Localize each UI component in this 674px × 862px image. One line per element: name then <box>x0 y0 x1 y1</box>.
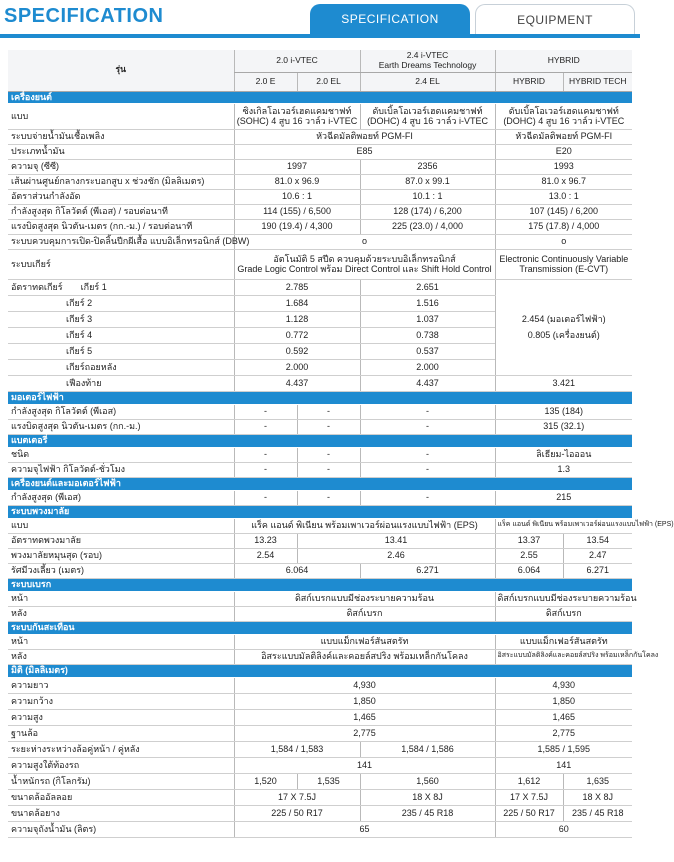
table-cell: - <box>234 404 297 419</box>
table-cell: E85 <box>234 144 495 159</box>
table-cell: 1,560 <box>360 773 495 789</box>
table-cell: ดิสก์เบรก <box>234 606 495 621</box>
table-cell: เกียร์ 4 <box>8 327 234 343</box>
table-cell: 175 (17.8) / 4,000 <box>495 219 632 234</box>
table-cell: ดิสก์เบรก <box>495 606 632 621</box>
table-cell: 114 (155) / 6,500 <box>234 204 360 219</box>
table-cell: 17 X 7.5J <box>234 789 360 805</box>
table-cell: 1,585 / 1,595 <box>495 741 632 757</box>
model-hybrid-tech: HYBRID TECH <box>563 72 632 91</box>
table-cell: แบบ <box>8 103 234 129</box>
table-cell: 1.516 <box>360 295 495 311</box>
table-cell: 1.684 <box>234 295 360 311</box>
table-cell: - <box>297 447 360 462</box>
table-cell: 2.46 <box>297 548 495 563</box>
table-cell: - <box>297 404 360 419</box>
section-motor <box>8 391 632 404</box>
table-cell: - <box>234 462 297 477</box>
table-cell: ระบบกันสะเทือน <box>8 621 632 634</box>
section-steering <box>8 505 632 518</box>
table-cell: หลัง <box>8 649 234 664</box>
table-cell: - <box>234 447 297 462</box>
table-cell: 235 / 45 R18 <box>360 805 495 821</box>
table-cell: 2.000 <box>360 359 495 375</box>
table-cell: 215 <box>495 490 632 505</box>
table-cell: หน้า <box>8 634 234 649</box>
table-cell: เกียร์ 3 <box>8 311 234 327</box>
page-title: SPECIFICATION <box>4 5 164 27</box>
table-cell: มอเตอร์ไฟฟ้า <box>8 391 632 404</box>
table-cell: 1997 <box>234 159 360 174</box>
table-cell: น้ำหนักรถ (กิโลกรัม) <box>8 773 234 789</box>
table-cell: ลิเธียม-ไอออน <box>495 447 632 462</box>
table-cell: หัวฉีดมัลติพอยท์ PGM-FI <box>234 129 495 144</box>
table-header-row-groups <box>8 50 632 72</box>
section-brakes <box>8 578 632 591</box>
table-cell: 13.23 <box>234 533 297 548</box>
table-cell: 2,775 <box>495 725 632 741</box>
table-cell: 6.271 <box>360 563 495 578</box>
table-cell: ดับเบิ้ลโอเวอร์เฮดแคมชาฟท์ (DOHC) 4 สูบ 16 วาล์ว i-VTEC <box>360 103 495 129</box>
table-cell: 18 X 8J <box>360 789 495 805</box>
model-20e: 2.0 E <box>234 72 297 91</box>
table-cell: กำลังสูงสุด (พีเอส) <box>8 490 234 505</box>
table-cell: หลัง <box>8 606 234 621</box>
table-cell: 2,775 <box>234 725 495 741</box>
table-cell: อัตโนมัติ 5 สปีด ควบคุมด้วยระบบอิเล็กทรอนิกส์ Grade Logic Control พร้อม Direct Control และ Shift Hold Control <box>234 249 495 279</box>
table-cell: 1,584 / 1,586 <box>360 741 495 757</box>
table-cell: แบบแม็กเฟอร์สันสตรัท <box>234 634 495 649</box>
table-cell: 13.37 <box>495 533 563 548</box>
table-cell: 1.128 <box>234 311 360 327</box>
table-cell: 65 <box>234 821 495 837</box>
table-cell: มิติ (มิลลิเมตร) <box>8 664 632 677</box>
table-cell: ระยะห่างระหว่างล้อคู่หน้า / คู่หลัง <box>8 741 234 757</box>
table-cell: อัตราทดเกียร์ เกียร์ 1 <box>8 279 234 295</box>
table-row <box>8 219 632 234</box>
table-cell: เกียร์ 5 <box>8 343 234 359</box>
table-cell: แบตเตอรี่ <box>8 434 632 447</box>
table-row <box>8 709 632 725</box>
table-cell: เครื่องยนต์และมอเตอร์ไฟฟ้า <box>8 477 632 490</box>
table-row <box>8 548 632 563</box>
table-cell: - <box>360 490 495 505</box>
section-engine <box>8 91 632 103</box>
table-cell: ความยาว <box>8 677 234 693</box>
table-row <box>8 129 632 144</box>
table-cell: 1,635 <box>563 773 632 789</box>
table-cell: 107 (145) / 6,200 <box>495 204 632 219</box>
table-row <box>8 144 632 159</box>
table-cell: แรงบิดสูงสุด นิวตัน-เมตร (กก.-ม.) <box>8 419 234 434</box>
table-cell: แบบแม็กเฟอร์สันสตรัท <box>495 634 632 649</box>
table-cell: 1.037 <box>360 311 495 327</box>
table-cell: o <box>234 234 495 249</box>
table-cell: ระบบจ่ายน้ำมันเชื้อเพลิง <box>8 129 234 144</box>
header-divider <box>0 34 640 38</box>
table-cell: 1,520 <box>234 773 297 789</box>
table-cell: ดิสก์เบรกแบบมีช่องระบายความร้อน <box>234 591 495 606</box>
table-cell: ความจุไฟฟ้า กิโลวัตต์-ชั่วโมง <box>8 462 234 477</box>
table-row <box>8 634 632 649</box>
table-cell: - <box>234 490 297 505</box>
table-cell: 4,930 <box>495 677 632 693</box>
page-header <box>0 0 640 48</box>
table-cell: ระบบเบรก <box>8 578 632 591</box>
table-cell: 1,584 / 1,583 <box>234 741 360 757</box>
table-cell: 87.0 x 99.1 <box>360 174 495 189</box>
table-cell: 2.47 <box>563 548 632 563</box>
table-cell: ความจุ (ซีซี) <box>8 159 234 174</box>
table-cell: 1,612 <box>495 773 563 789</box>
table-cell: แร็ค แอนด์ พิเนียน พร้อมเพาเวอร์ผ่อนแรงแบบไฟฟ้า (EPS) <box>495 518 632 533</box>
table-cell: 2.000 <box>234 359 360 375</box>
table-cell: 13.41 <box>297 533 495 548</box>
table-row <box>8 677 632 693</box>
table-cell: - <box>234 419 297 434</box>
table-cell: - <box>360 404 495 419</box>
table-cell: 0.592 <box>234 343 360 359</box>
table-cell: - <box>360 447 495 462</box>
table-cell: 13.0 : 1 <box>495 189 632 204</box>
table-cell: เกียร์ 2 <box>8 295 234 311</box>
table-cell: 141 <box>495 757 632 773</box>
table-cell: ระบบควบคุมการเปิด-ปิดลิ้นปีกผีเสื้อ แบบอิเล็กทรอนิกส์ (DBW) <box>8 234 234 249</box>
table-cell: 315 (32.1) <box>495 419 632 434</box>
table-cell: รัศมีวงเลี้ยว (เมตร) <box>8 563 234 578</box>
table-cell: 0.772 <box>234 327 360 343</box>
section-battery <box>8 434 632 447</box>
table-cell: 17 X 7.5J <box>495 789 563 805</box>
table-cell: Electronic Continuously Variable Transmission (E-CVT) <box>495 249 632 279</box>
tab-equipment[interactable]: EQUIPMENT <box>475 4 635 34</box>
table-row <box>8 234 632 249</box>
table-cell: เครื่องยนต์ <box>8 91 632 103</box>
table-row <box>8 725 632 741</box>
table-cell: เส้นผ่านศูนย์กลางกระบอกสูบ x ช่วงชัก (มิลลิเมตร) <box>8 174 234 189</box>
table-cell: 4.437 <box>234 375 360 391</box>
table-cell: กำลังสูงสุด กิโลวัตต์ (พีเอส) / รอบต่อนาที <box>8 204 234 219</box>
table-cell: 128 (174) / 6,200 <box>360 204 495 219</box>
table-cell: เฟืองท้าย <box>8 375 234 391</box>
table-cell: 225 / 50 R17 <box>495 805 563 821</box>
model-20el: 2.0 EL <box>297 72 360 91</box>
table-cell: 3.421 <box>495 375 632 391</box>
table-cell: - <box>297 490 360 505</box>
table-cell: E20 <box>495 144 632 159</box>
table-cell: 81.0 x 96.7 <box>495 174 632 189</box>
table-cell: อิสระแบบมัลติลิงค์และคอยล์สปริง พร้อมเหล็กกันโคลง <box>495 649 632 664</box>
table-row <box>8 757 632 773</box>
table-row <box>8 533 632 548</box>
table-cell: ชนิด <box>8 447 234 462</box>
table-cell: 2.55 <box>495 548 563 563</box>
table-cell: ประเภทน้ำมัน <box>8 144 234 159</box>
table-row <box>8 591 632 606</box>
table-cell: 2356 <box>360 159 495 174</box>
table-cell: ความกว้าง <box>8 693 234 709</box>
table-row <box>8 773 632 789</box>
table-cell: - <box>360 462 495 477</box>
table-row <box>8 189 632 204</box>
table-cell: 10.6 : 1 <box>234 189 360 204</box>
table-row <box>8 204 632 219</box>
table-cell: 1,850 <box>234 693 495 709</box>
table-cell: 0.738 <box>360 327 495 343</box>
table-row <box>8 462 632 477</box>
table-cell: ความสูงใต้ท้องรถ <box>8 757 234 773</box>
table-row <box>8 693 632 709</box>
table-cell: 2.785 <box>234 279 360 295</box>
model-24el: 2.4 EL <box>360 72 495 91</box>
table-row <box>8 174 632 189</box>
table-cell: 10.1 : 1 <box>360 189 495 204</box>
table-row <box>8 447 632 462</box>
table-cell: 4.437 <box>360 375 495 391</box>
table-cell: พวงมาลัยหมุนสุด (รอบ) <box>8 548 234 563</box>
table-cell: อิสระแบบมัลติลิงค์และคอยล์สปริง พร้อมเหล็กกันโคลง <box>234 649 495 664</box>
table-cell: 1.3 <box>495 462 632 477</box>
table-cell: 135 (184) <box>495 404 632 419</box>
table-row <box>8 279 632 295</box>
table-cell: 2.54 <box>234 548 297 563</box>
table-cell: กำลังสูงสุด กิโลวัตต์ (พีเอส) <box>8 404 234 419</box>
table-cell: หัวฉีดมัลติพอยท์ PGM-FI <box>495 129 632 144</box>
tab-specification[interactable]: SPECIFICATION <box>310 4 470 34</box>
table-row <box>8 805 632 821</box>
table-cell: 225 (23.0) / 4,000 <box>360 219 495 234</box>
table-cell: ขนาดล้อยาง <box>8 805 234 821</box>
table-row <box>8 649 632 664</box>
table-cell: 235 / 45 R18 <box>563 805 632 821</box>
table-cell: 1,465 <box>234 709 495 725</box>
table-row <box>8 103 632 129</box>
table-cell: - <box>297 419 360 434</box>
table-cell: อัตราทดพวงมาลัย <box>8 533 234 548</box>
group-header-hybrid: HYBRID <box>495 50 632 72</box>
table-cell: หน้า <box>8 591 234 606</box>
table-cell: 141 <box>234 757 495 773</box>
table-cell: ฐานล้อ <box>8 725 234 741</box>
table-cell: ดิสก์เบรกแบบมีช่องระบายความร้อน <box>495 591 632 606</box>
table-row <box>8 419 632 434</box>
table-row <box>8 563 632 578</box>
model-header: รุ่น <box>8 50 234 91</box>
table-cell: แบบ <box>8 518 234 533</box>
table-row <box>8 249 632 279</box>
table-cell: ดับเบิ้ลโอเวอร์เฮดแคมชาฟท์ (DOHC) 4 สูบ 16 วาล์ว i-VTEC <box>495 103 632 129</box>
table-cell: 6.064 <box>234 563 360 578</box>
table-cell: แร็ค แอนด์ พิเนียน พร้อมเพาเวอร์ผ่อนแรงแบบไฟฟ้า (EPS) <box>234 518 495 533</box>
table-row <box>8 821 632 837</box>
table-cell: 13.54 <box>563 533 632 548</box>
table-cell: ระบบเกียร์ <box>8 249 234 279</box>
section-suspension <box>8 621 632 634</box>
table-cell: 1,465 <box>495 709 632 725</box>
table-cell: 1,850 <box>495 693 632 709</box>
table-cell: อัตราส่วนกำลังอัด <box>8 189 234 204</box>
table-cell: o <box>495 234 632 249</box>
table-cell: เกียร์ถอยหลัง <box>8 359 234 375</box>
section-engine-motor <box>8 477 632 490</box>
table-cell: - <box>360 419 495 434</box>
group-header-20: 2.0 i-VTEC <box>234 50 360 72</box>
spec-table <box>8 49 674 838</box>
table-row <box>8 375 632 391</box>
table-cell: ความสูง <box>8 709 234 725</box>
table-row <box>8 741 632 757</box>
table-cell: ขนาดล้ออัลลอย <box>8 789 234 805</box>
table-cell: 18 X 8J <box>563 789 632 805</box>
table-row <box>8 789 632 805</box>
table-cell: 1993 <box>495 159 632 174</box>
table-row <box>8 490 632 505</box>
table-cell: 60 <box>495 821 632 837</box>
table-cell: 6.064 <box>495 563 563 578</box>
table-cell: 6.271 <box>563 563 632 578</box>
table-cell: 225 / 50 R17 <box>234 805 360 821</box>
table-cell: 190 (19.4) / 4,300 <box>234 219 360 234</box>
table-row <box>8 606 632 621</box>
table-cell: แรงบิดสูงสุด นิวตัน-เมตร (กก.-ม.) / รอบต่อนาที <box>8 219 234 234</box>
table-row <box>8 404 632 419</box>
table-cell: ระบบพวงมาลัย <box>8 505 632 518</box>
table-cell: 4,930 <box>234 677 495 693</box>
table-cell: 2.651 <box>360 279 495 295</box>
model-hybrid: HYBRID <box>495 72 563 91</box>
hybrid-gear-ratio: 2.454 (มอเตอร์ไฟฟ้า) 0.805 (เครื่องยนต์) <box>495 279 632 375</box>
table-row <box>8 159 632 174</box>
table-cell: ซิงเกิลโอเวอร์เฮดแคมชาฟท์ (SOHC) 4 สูบ 16 วาล์ว i-VTEC <box>234 103 360 129</box>
table-cell: - <box>297 462 360 477</box>
group-header-24: 2.4 i-VTEC Earth Dreams Technology <box>360 50 495 72</box>
table-cell: 81.0 x 96.9 <box>234 174 360 189</box>
table-cell: ความจุถังน้ำมัน (ลิตร) <box>8 821 234 837</box>
table-row <box>8 518 632 533</box>
table-cell: 0.537 <box>360 343 495 359</box>
table-cell: 1,535 <box>297 773 360 789</box>
section-dimensions <box>8 664 632 677</box>
